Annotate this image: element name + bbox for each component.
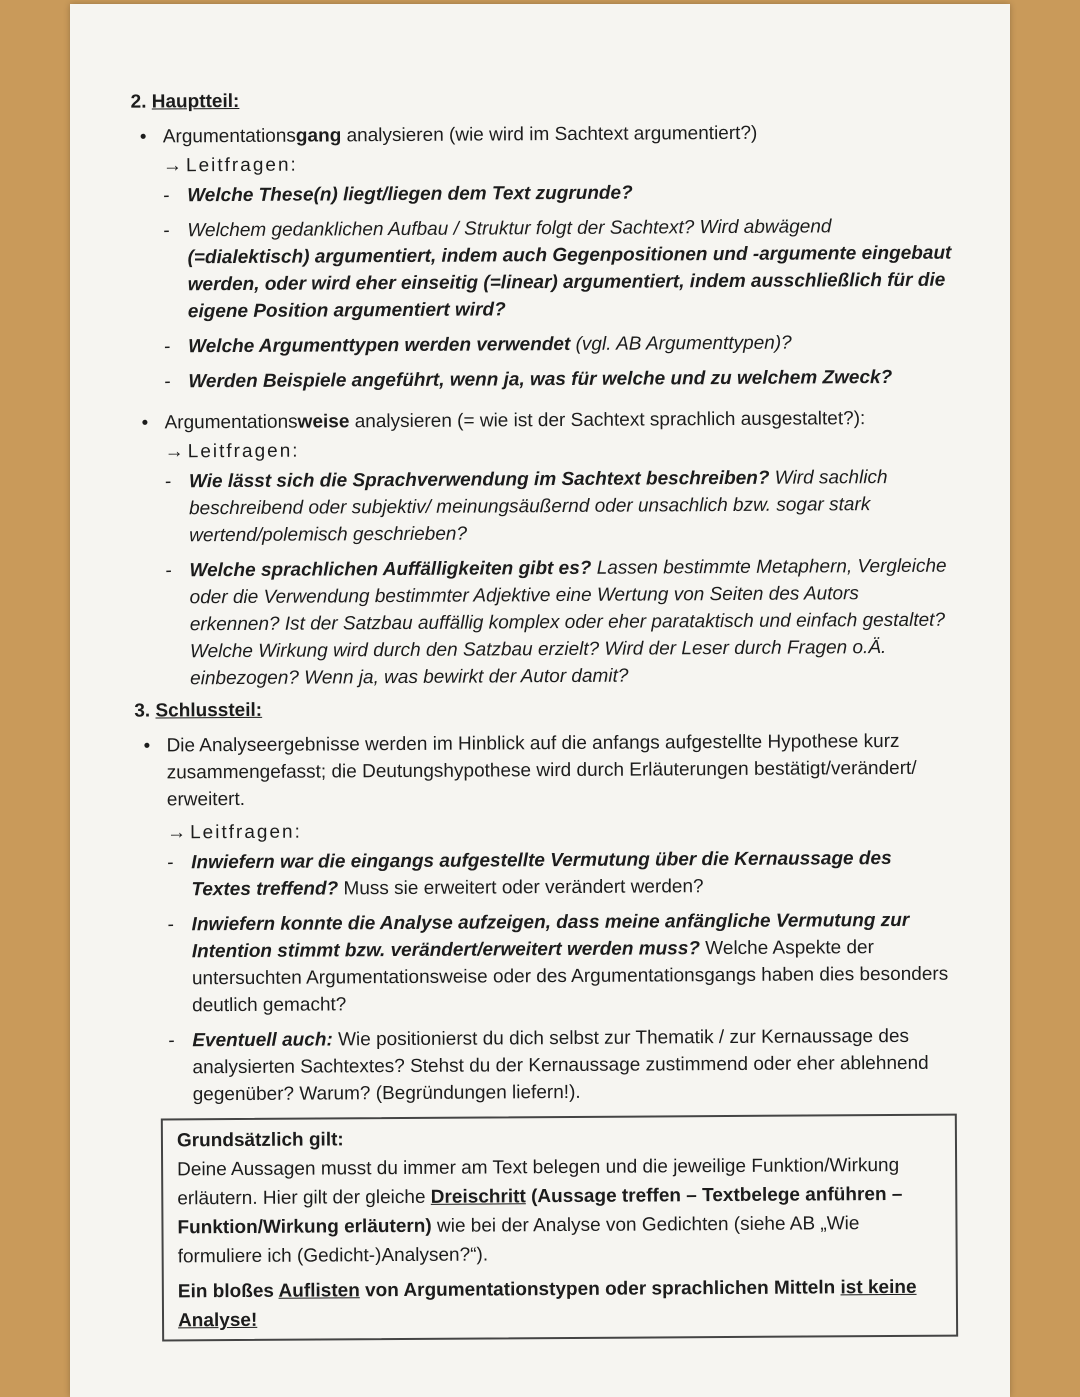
info-box-paragraph [177, 1151, 942, 1272]
text-bold: Welche Argumenttypen werden verwendet [188, 333, 571, 358]
question-item [168, 1023, 956, 1109]
info-box-title: Grundsätzlich gilt: [176, 1129, 344, 1152]
text-bold: Welche sprachlichen Auffälligkeiten gibt es? [189, 557, 592, 582]
text: Welchem gedanklichen Aufbau / Struktur folgt der Sachtext? Wird abwägend [187, 216, 832, 242]
question-item [165, 464, 953, 550]
leitfragen-block [131, 148, 952, 396]
text: analysieren (= wie ist der Sachtext sprachlich ausgestaltet?): [349, 408, 866, 433]
text: Welche Aspekte der untersuchten Argumentationsweise oder des Argumentationsgangs haben dies besonders deutlich gemacht? [191, 937, 949, 1017]
bullet-dot-icon: • [139, 126, 147, 148]
text-bold: weise [297, 411, 350, 433]
page-content [70, 4, 1010, 1342]
section-heading-hauptteil [131, 87, 951, 114]
text: Die Analyseergebnisse werden im Hinblick auf die anfangs aufgestellte Hypothese kurz zusammengefasst; die Deutungshypothese wird durch Erläuterungen bestätigt/verändert/ erweitert. [166, 730, 917, 811]
question-item [168, 907, 957, 1020]
section-number: 3. [134, 700, 151, 722]
text-bold: Wie lässt sich die Sprachverwendung im Sachtext beschreiben? [188, 467, 770, 493]
question-item [164, 364, 952, 396]
text: Leitfragen: [190, 821, 302, 844]
text: Leitfragen: [185, 154, 298, 177]
text-bold: Inwiefern konnte die Analyse aufzeigen, dass meine anfängliche Vermutung zur Intention stimmt bzw. verändert/erweitert werden muss? [191, 909, 910, 963]
text: Lassen bestimmte Metaphern, Vergleiche oder die Verwendung bestimmter Adjektive eine Wertung von Seiten des Autors erkennen? Ist der Satzbau auffällig komplex oder eher parataktisch und einfach gestaltet? Welche Wirkung wird durch den Satzbau erzielt? Wird der Leser durch Fragen o.Ä. einbezogen? Wenn ja, was bewirkt der Autor damit? [189, 555, 947, 690]
list-item [131, 119, 951, 151]
dash-icon: - [165, 560, 172, 582]
text: Muss sie erweitert oder verändert werden? [338, 876, 704, 900]
leitfragen-label [165, 434, 953, 466]
dash-icon: - [163, 220, 170, 242]
dash-icon: - [164, 336, 171, 358]
info-box [161, 1114, 958, 1342]
text-bold: Werden Beispiele angeführt, wenn ja, was für welche und zu welchem Zweck? [188, 366, 893, 393]
question-item [163, 213, 952, 326]
section-heading-schlussteil [134, 696, 954, 723]
bullet-dot-icon: • [143, 735, 151, 757]
text-bold: (Aussage treffen – Textbelege anführen – Funktion/Wirkung erläutern) [177, 1183, 903, 1239]
text: wie bei der Analyse von Gedichten (siehe AB „Wie formuliere ich (Gedicht-)Analysen?“). [177, 1213, 860, 1268]
text: Argumentations [162, 125, 296, 148]
dash-icon: - [168, 1030, 175, 1052]
dash-icon: - [167, 852, 174, 874]
text: Deine Aussagen musst du immer am Text belegen und die jeweilige Funktion/Wirkung erläutern. Hier gilt der gleiche [177, 1154, 900, 1210]
text: analysieren (wie wird im Sachtext argumentiert?) [341, 122, 758, 147]
section-title: Hauptteil: [151, 90, 240, 113]
list-item [134, 728, 954, 814]
text-underlined: ist keine Analyse! [177, 1276, 917, 1332]
section-number: 2. [130, 91, 147, 113]
dash-icon: - [167, 914, 175, 936]
bullet-dot-icon: • [141, 412, 149, 434]
text: Wie positionierst du dich selbst zur Thematik / zur Kernaussage des analysierten Sachtextes? Stehst du der Kernaussage zustimmend oder eher ablehnend gegenüber? Warum? (Begründungen liefern!). [192, 1025, 929, 1106]
arrow-right-icon: → [162, 155, 183, 177]
dash-icon: - [164, 371, 171, 393]
question-item [163, 178, 951, 210]
arrow-right-icon: → [164, 441, 184, 463]
text-bold: (=dialektisch) argumentiert, indem auch Gegenpositionen und -argumente eingebaut werden, oder wird eher einseitig (=linear) argumentiert, indem ausschließlich für die eigene Position argumentiert wird? [187, 242, 952, 323]
text: Argumentations [164, 411, 298, 434]
text-bold-underlined: Dreischritt [430, 1186, 526, 1208]
text: von Argumentationstypen oder sprachlichen Mitteln [359, 1277, 841, 1302]
text-underlined: Auflisten [278, 1280, 360, 1302]
text: Ein bloßes [177, 1280, 279, 1303]
section-title: Schlussteil: [155, 699, 263, 722]
text: Leitfragen: [187, 440, 300, 463]
leitfragen-label [167, 815, 955, 847]
dash-icon: - [164, 471, 172, 493]
question-item [164, 329, 952, 361]
leitfragen-label [163, 148, 951, 180]
info-box-paragraph [178, 1273, 942, 1336]
text-bold: gang [295, 125, 342, 147]
arrow-right-icon: → [167, 822, 187, 844]
text-bold: Eventuell auch: [192, 1029, 333, 1052]
leitfragen-block [135, 815, 957, 1109]
question-item [165, 553, 954, 693]
text-bold: Inwiefern war die eingangs aufgestellte Vermutung über die Kernaussage des Textes treffend? [191, 847, 892, 901]
list-item [132, 405, 952, 437]
leitfragen-block [133, 434, 955, 693]
text: Wird sachlich beschreibend oder subjektiv/ meinungsäußernd oder unsachlich bzw. sogar stark wertend/polemisch geschrieben? [189, 467, 888, 547]
text: (vgl. AB Argumenttypen)? [570, 332, 792, 355]
dash-icon: - [163, 185, 170, 207]
text-bold: Welche These(n) liegt/liegen dem Text zugrunde? [187, 182, 633, 207]
document-page [70, 4, 1010, 1397]
question-item [167, 845, 955, 904]
